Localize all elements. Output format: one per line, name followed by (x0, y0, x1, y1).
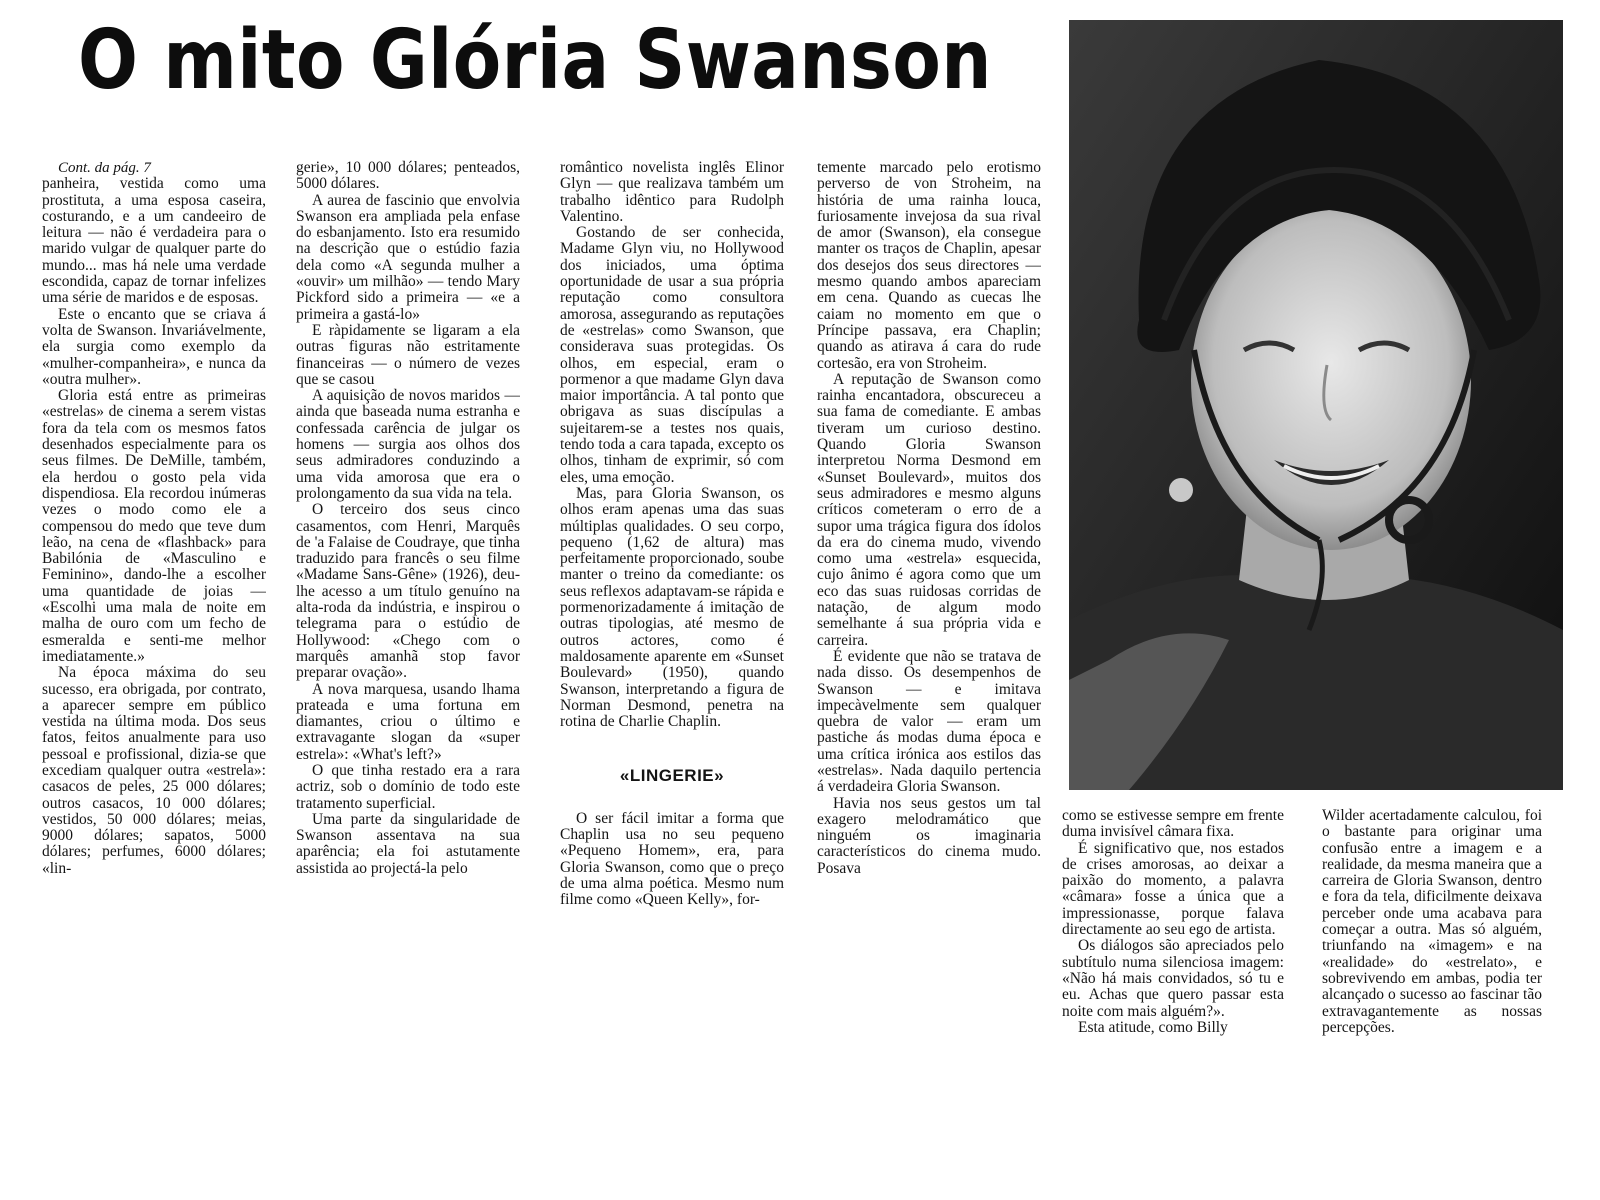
paragraph: panheira, vestida como uma prostituta, a uma esposa caseira, costurando, e a um candeeiro de leitura — não é verdadeira para o marido vulgar de qualquer parte do mundo... mas há nele uma verdade escondida, capaz de tornar infelizes uma série de maridos e de esposas. (42, 175, 266, 307)
paragraph: Wilder acertadamente calculou, foi o bastante para originar uma confusão entre a imagem e a realidade, da mesma maneira que a carreira de Gloria Swanson, dentro e fora da tela, dificilmente deixava perceber onde uma acabava para começar a outra. Mas só alguém, triunfando na «imagem» e na «realidade» do «estrelato», e sobrevivendo em ambas, podia ter alcançado o sucesso ao fascinar tão extravagantemente as nossas percepções. (1322, 808, 1542, 1036)
paragraph: Mas, para Gloria Swanson, os olhos eram apenas uma das suas múltiplas qualidades. O seu corpo, pequeno (1,62 de altura) mas perfeitamente proporcionado, soube manter o treino da comediante: os seus reflexos adaptavam-se rápida e pormenorizadamente á imitação de outras tipologias, até mesmo de outros actores, como é maldosamente aparente em «Sunset Boulevard» (1950), quando Swanson, interpretando a figura de Norman Desmond, penetra na rotina de Charlie Chaplin. (560, 484, 784, 731)
paragraph: A reputação de Swanson como rainha encantadora, obscureceu a sua fama de comediante. E ambas tiveram um curioso destino. Quando Gloria Swanson interpretou Norma Desmond em «Sunset Boulevard», muitos dos seus admiradores e mesmo alguns críticos cometeram o erro de a supor uma trágica figura dos ídolos da era do cinema mudo, vivendo como uma «estrela» esquecida, cujo ânimo é agora como que um eco das suas ruidosas corridas de natação, de algum modo semelhante á sua própria vida e carreira. (817, 370, 1041, 649)
article-column-2 (296, 160, 520, 1190)
paragraph: como se estivesse sempre em frente duma invisível câmara fixa. (1062, 808, 1284, 841)
paragraph: É significativo que, nos estados de crises amorosas, ao deixar a paixão do momento, a palavra «câmara» fosse a única que a impressionasse, porque falava directamente ao seu ego de artista. (1062, 839, 1284, 939)
paragraph: O terceiro dos seus cinco casamentos, com Henri, Marquês de 'a Falaise de Coudraye, que tinha traduzido para francês o seu filme «Madame Sans-Gêne» (1926), deu-lhe acesso a um título genuíno na alta-roda da indústria, e inspirou o telegrama para o estúdio de Hollywood: «Chego com o marquês amanhã stop favor preparar ovação». (296, 501, 520, 682)
paragraph: gerie», 10 000 dólares; penteados, 5000 dólares. (296, 160, 520, 193)
paragraph: Na época máxima do seu sucesso, era obrigada, por contrato, a aparecer sempre em público vestida na última moda. Dos seus fatos, feitos anualmente para uso pessoal e profissional, dizia-se que excediam qualquer outra «estrela»: casacos de peles, 25 000 dólares; outros casacos, 10 000 dólares; vestidos, 50 000 dólares; meias, 9000 dólares; sapatos, 5000 dólares; perfumes, 6000 dólares; «lin- (42, 664, 266, 877)
paragraph: Esta atitude, como Billy (1078, 1018, 1228, 1036)
portrait-illustration (1069, 20, 1563, 790)
portrait-photo (1069, 20, 1563, 790)
paragraph: O ser fácil imitar a forma que Chaplin usa no seu pequeno «Pequeno Homem», era, para Gloria Swanson, como que o preço de uma alma poética. Mesmo num filme como «Queen Kelly», for- (560, 809, 784, 909)
article-headline: O mito Glória Swanson (78, 13, 992, 108)
paragraph: A nova marquesa, usando lhama prateada e uma fortuna em diamantes, criou o último e extravagante slogan da «super estrela»: «What's left?» (296, 680, 520, 763)
article-column-3 (560, 160, 784, 1190)
paragraph: temente marcado pelo erotismo perverso de von Stroheim, na história de uma rainha louca, furiosamente invejosa da sua rival de amor (Swanson), ela consegue manter os traços de Chaplin, apesar dos desejos dos seus directores — mesmo quando ambos apareciam em cena. Quando as cuecas lhe caiam no momento em que o Príncipe passava, era Chaplin; quando as atirava á cara do rude cortesão, era von Stroheim. (817, 160, 1041, 372)
article-column-6 (1322, 808, 1542, 1190)
continuation-note: Cont. da pág. 7 (58, 160, 151, 176)
section-subheading: «LINGERIE» (619, 766, 725, 786)
article-column-4 (817, 160, 1041, 1190)
paragraph: Uma parte da singularidade de Swanson assentava na sua aparência; ela foi astutamente assistida ao projectá-la pelo (296, 810, 520, 877)
paragraph: Gloria está entre as primeiras «estrelas» de cinema a serem vistas fora da tela com os mesmos fatos desenhados especialmente para os seus filmes. De DeMille, também, ela herdou o gosto pela vida dispendiosa. Ela recordou inúmeras vezes o modo como ele a compensou do medo que teve dum leão, na cena de «flashback» para Babilónia de «Masculino e Feminino», dando-lhe a escolher uma quantidade de joias — «Escolhi uma mala de noite em malha de ouro com um fecho de esmeralda e senti-me melhor imediatamente.» (42, 387, 266, 665)
article-column-5 (1062, 808, 1284, 1190)
paragraph: romântico novelista inglês Elinor Glyn — que realizava também um trabalho idêntico para Rudolph Valentino. (560, 160, 784, 225)
paragraph: A aurea de fascinio que envolvia Swanson era ampliada pela enfase do esbanjamento. Isto era resumido na descrição que o estúdio fazia dela como «A segunda mulher a «ouvir» um milhão» — tendo Mary Pickford sido a primeira — «e a primeira a gastá-lo» (296, 191, 520, 323)
paragraph: Gostando de ser conhecida, Madame Glyn viu, no Hollywood dos iniciados, uma óptima oportunidade de usar a sua própria reputação como consultora amorosa, assegurando as reputações de «estrelas» como Swanson, que considerava suas protegidas. Os olhos, em especial, eram o pormenor a que madame Glyn dava maior importância. A tal ponto que obrigava as suas discípulas a sujeitarem-se a testes nos quais, tendo toda a cara tapada, excepto os olhos, tinham de exprimir, só com eles, uma emoção. (560, 224, 784, 486)
paragraph: É evidente que não se tratava de nada disso. Os desempenhos de Swanson — e imitava impecàvelmente sem qualquer quebra de valor — eram um pastiche ás modas duma época e uma crítica irónica aos estilos das «estrelas». Nada daquilo pertencia á verdadeira Gloria Swanson. (817, 647, 1041, 796)
paragraph: Os diálogos são apreciados pelo subtítulo numa silenciosa imagem: «Não há mais convidados, só tu e eu. Achas que quero passar esta noite com mais alguém?». (1062, 937, 1284, 1020)
paragraph: O que tinha restado era a rara actriz, sob o domínio de todo este tratamento superficial. (296, 761, 520, 812)
paragraph: Este o encanto que se criava á volta de Swanson. Invariávelmente, ela surgia como exemplo da «mulher-companheira», e nunca da «outra mulher». (42, 305, 266, 388)
article-column-1 (42, 160, 266, 1190)
paragraph: E ràpidamente se ligaram a ela outras figuras não estritamente financeiras — o número de vezes que se casou (296, 321, 520, 388)
paragraph: A aquisição de novos maridos — ainda que baseada numa estranha e confessada carência de julgar os homens — surgia aos olhos dos seus admiradores conduzindo a uma vida amorosa que era o prolongamento da sua vida na tela. (296, 387, 520, 502)
paragraph: Havia nos seus gestos um tal exagero melodramático que ninguém os imaginaria característicos do cinema mudo. Posava (817, 794, 1041, 877)
